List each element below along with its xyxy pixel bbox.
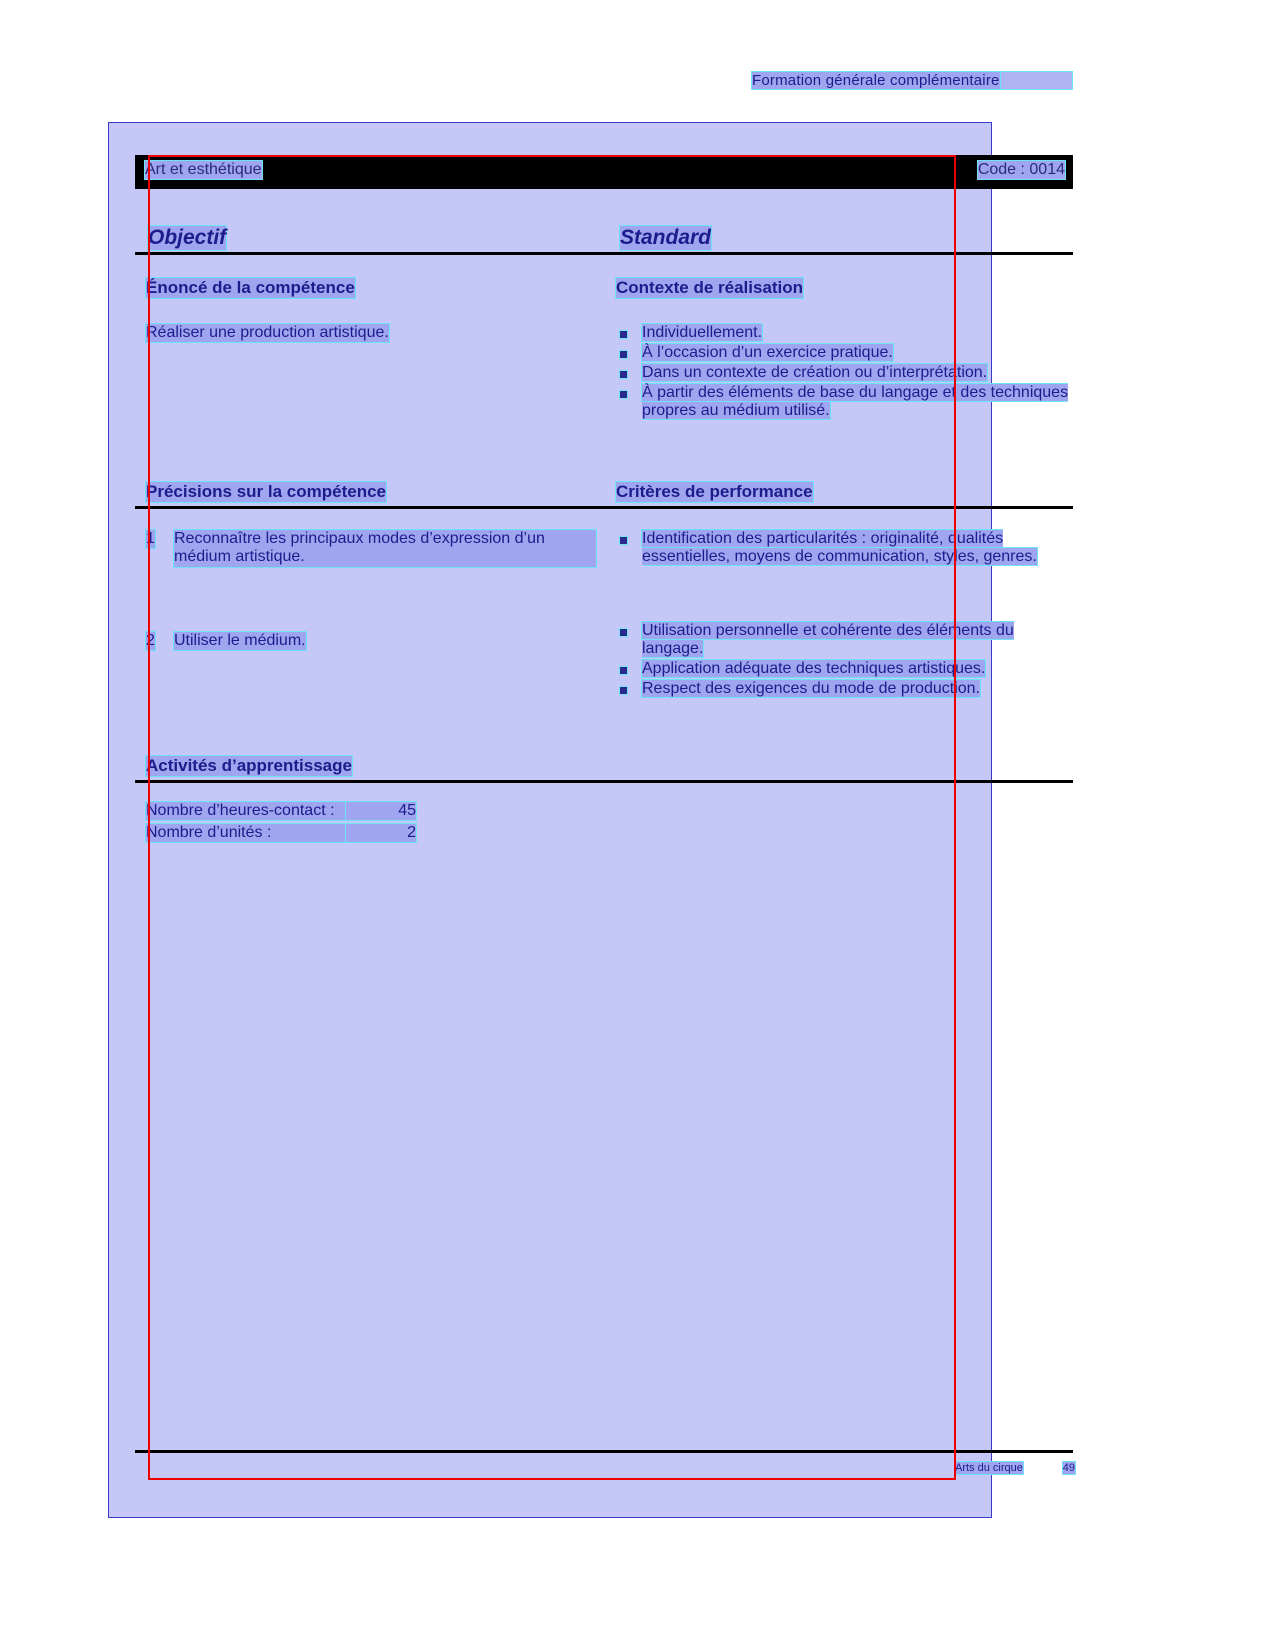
bullet-icon	[620, 391, 627, 398]
bullet-icon	[620, 629, 627, 636]
column-header-activites: Activités d’apprentissage	[146, 756, 352, 775]
activites-row-hours	[146, 802, 416, 820]
running-header-text: Formation générale complémentaire	[752, 72, 1000, 89]
section-title-standard: Standard	[620, 226, 712, 249]
divider-precisions	[135, 506, 1073, 509]
course-title: Art et esthétique	[145, 161, 262, 178]
criteres-list-2	[616, 622, 1076, 700]
bullet-icon	[620, 331, 627, 338]
list-item: Utilisation personnelle et cohérente des éléments du langage.	[616, 622, 1076, 658]
bullet-icon	[620, 687, 627, 694]
activites-value-hours: 45	[346, 802, 416, 820]
course-code: Code : 0014	[977, 161, 1065, 178]
divider-activites	[135, 780, 1073, 783]
list-item: À l’occasion d’un exercice pratique.	[616, 344, 1076, 362]
bullet-icon	[620, 667, 627, 674]
divider-footer	[135, 1450, 1073, 1453]
course-title-bar	[135, 155, 1073, 189]
contexte-list	[616, 324, 1076, 422]
activites-value-units: 2	[346, 824, 416, 842]
list-item: Individuellement.	[616, 324, 1076, 342]
list-item: Respect des exigences du mode de production.	[616, 680, 1076, 698]
bullet-icon	[620, 371, 627, 378]
list-item: Identification des particularités : originalité, qualités essentielles, moyens de communication, styles, genres.	[616, 530, 1076, 566]
list-item: Dans un contexte de création ou d’interprétation.	[616, 364, 1076, 382]
column-header-enonce: Énoncé de la compétence	[146, 278, 355, 297]
criteres-list-1	[616, 530, 1076, 568]
bullet-icon	[620, 537, 627, 544]
section-title-objectif: Objectif	[148, 226, 227, 249]
footer-page-number: 49	[1062, 1462, 1075, 1474]
footer-program: Arts du cirque	[955, 1462, 1023, 1474]
column-header-criteres: Critères de performance	[616, 482, 813, 501]
list-item: 2 Utiliser le médium.	[146, 632, 306, 649]
page-footer	[955, 1462, 1075, 1474]
activites-label-units: Nombre d’unités :	[146, 824, 346, 842]
running-header	[752, 72, 1072, 89]
list-item: À partir des éléments de base du langage et des techniques propres au médium utilisé.	[616, 384, 1076, 420]
activites-row-units	[146, 824, 416, 842]
divider-objectif	[135, 252, 1073, 255]
bullet-icon	[620, 351, 627, 358]
column-header-precisions: Précisions sur la compétence	[146, 482, 386, 501]
activites-label-hours: Nombre d’heures-contact :	[146, 802, 346, 820]
column-header-contexte: Contexte de réalisation	[616, 278, 804, 297]
competence-statement: Réaliser une production artistique.	[146, 324, 389, 341]
precisions-list	[146, 530, 596, 672]
list-item: 1 Reconnaître les principaux modes d’expression d’un médium artistique.	[146, 530, 596, 610]
list-item: Application adéquate des techniques artistiques.	[616, 660, 1076, 678]
